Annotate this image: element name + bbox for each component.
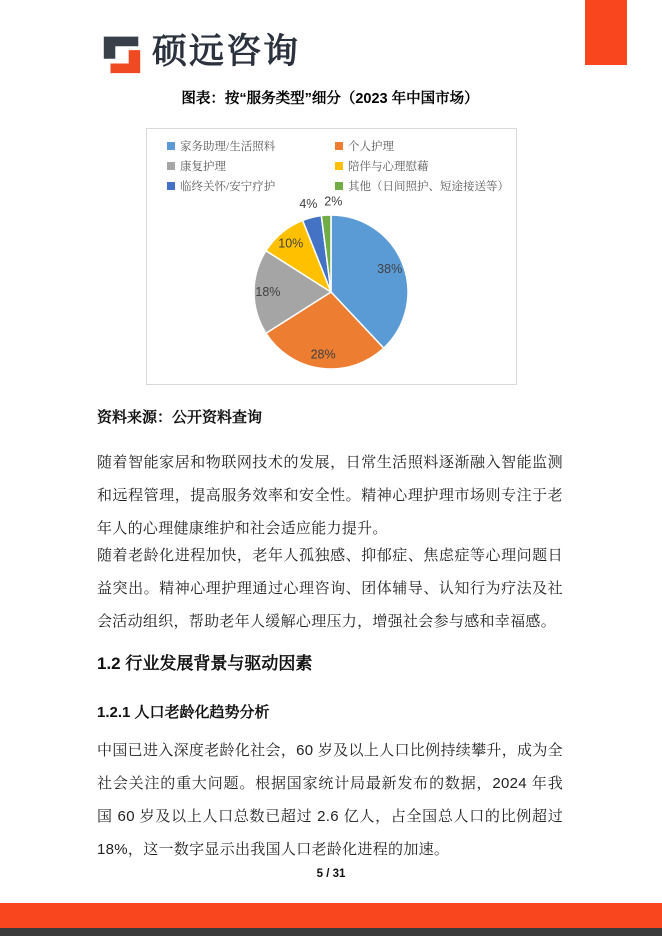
pie-data-label-4: 10% [278,236,304,251]
pie-data-label-6: 2% [324,194,343,209]
pie-chart-frame [146,128,517,385]
page-number: 5 / 31 [316,868,346,880]
legend-swatch-icon [335,162,343,170]
legend-swatch-icon [335,182,343,190]
chart-title: 图表：按“服务类型”细分（2023 年中国市场） [181,91,479,107]
brand-logo-icon [99,29,145,75]
legend-item-2 [335,136,512,156]
legend-item-4 [335,156,512,176]
legend-item-1 [167,136,335,156]
legend-label: 个人护理 [348,141,394,153]
legend-label: 临终关怀/安宁疗护 [180,181,276,193]
data-source-line: 资料来源：公开资料查询 [97,409,263,426]
legend-label: 陪伴与心理慰藉 [348,161,429,173]
footer-dark-bar [0,928,662,936]
chart-legend [167,136,512,196]
paragraph-2: 随着老龄化进程加快，老年人孤独感、抑郁症、焦虑症等心理问题日益突出。精神心理护理通过心理咨询、团体辅导、认知行为疗法及社会活动组织，帮助老年人缓解心理压力，增强社会参与感和幸福感。 [97,547,563,630]
legend-item-6 [335,176,512,196]
pie-data-label-1: 38% [377,261,403,276]
brand-logo-text: 硕远咨询 [152,32,301,71]
legend-label: 家务助理/生活照料 [180,141,276,153]
header-accent-block [585,0,627,65]
paragraph-3: 中国已进入深度老龄化社会，60 岁及以上人口比例持续攀升，成为全社会关注的重大问题。根据国家统计局最新发布的数据，2024 年我国 60 岁及以上人口总数已超过 2.6 亿人，占全国总人口的比例超过 18%，这一数字显示出我国人口老龄化进程的加速。 [97,742,563,858]
pie-data-label-2: 28% [310,347,336,362]
footer-accent-bar [0,903,662,928]
legend-label: 其他（日间照护、短途接送等） [348,181,509,193]
legend-swatch-icon [335,142,343,150]
legend-swatch-icon [167,182,175,190]
pie-data-label-3: 18% [255,285,281,299]
legend-swatch-icon [167,162,175,170]
section-heading-1-2: 1.2 行业发展背景与驱动因素 [97,654,313,673]
legend-item-5 [167,176,335,196]
paragraph-1: 随着智能家居和物联网技术的发展，日常生活照料逐渐融入智能监测和远程管理，提高服务效率和安全性。精神心理护理市场则专注于老年人的心理健康维护和社会适应能力提升。 [97,454,563,537]
subsection-heading-1-2-1: 1.2.1 人口老龄化趋势分析 [97,704,270,721]
legend-swatch-icon [167,142,175,150]
brand-logo [99,29,300,75]
legend-label: 康复护理 [180,161,226,173]
pie-data-label-5: 4% [299,197,318,211]
legend-item-3 [167,156,335,176]
